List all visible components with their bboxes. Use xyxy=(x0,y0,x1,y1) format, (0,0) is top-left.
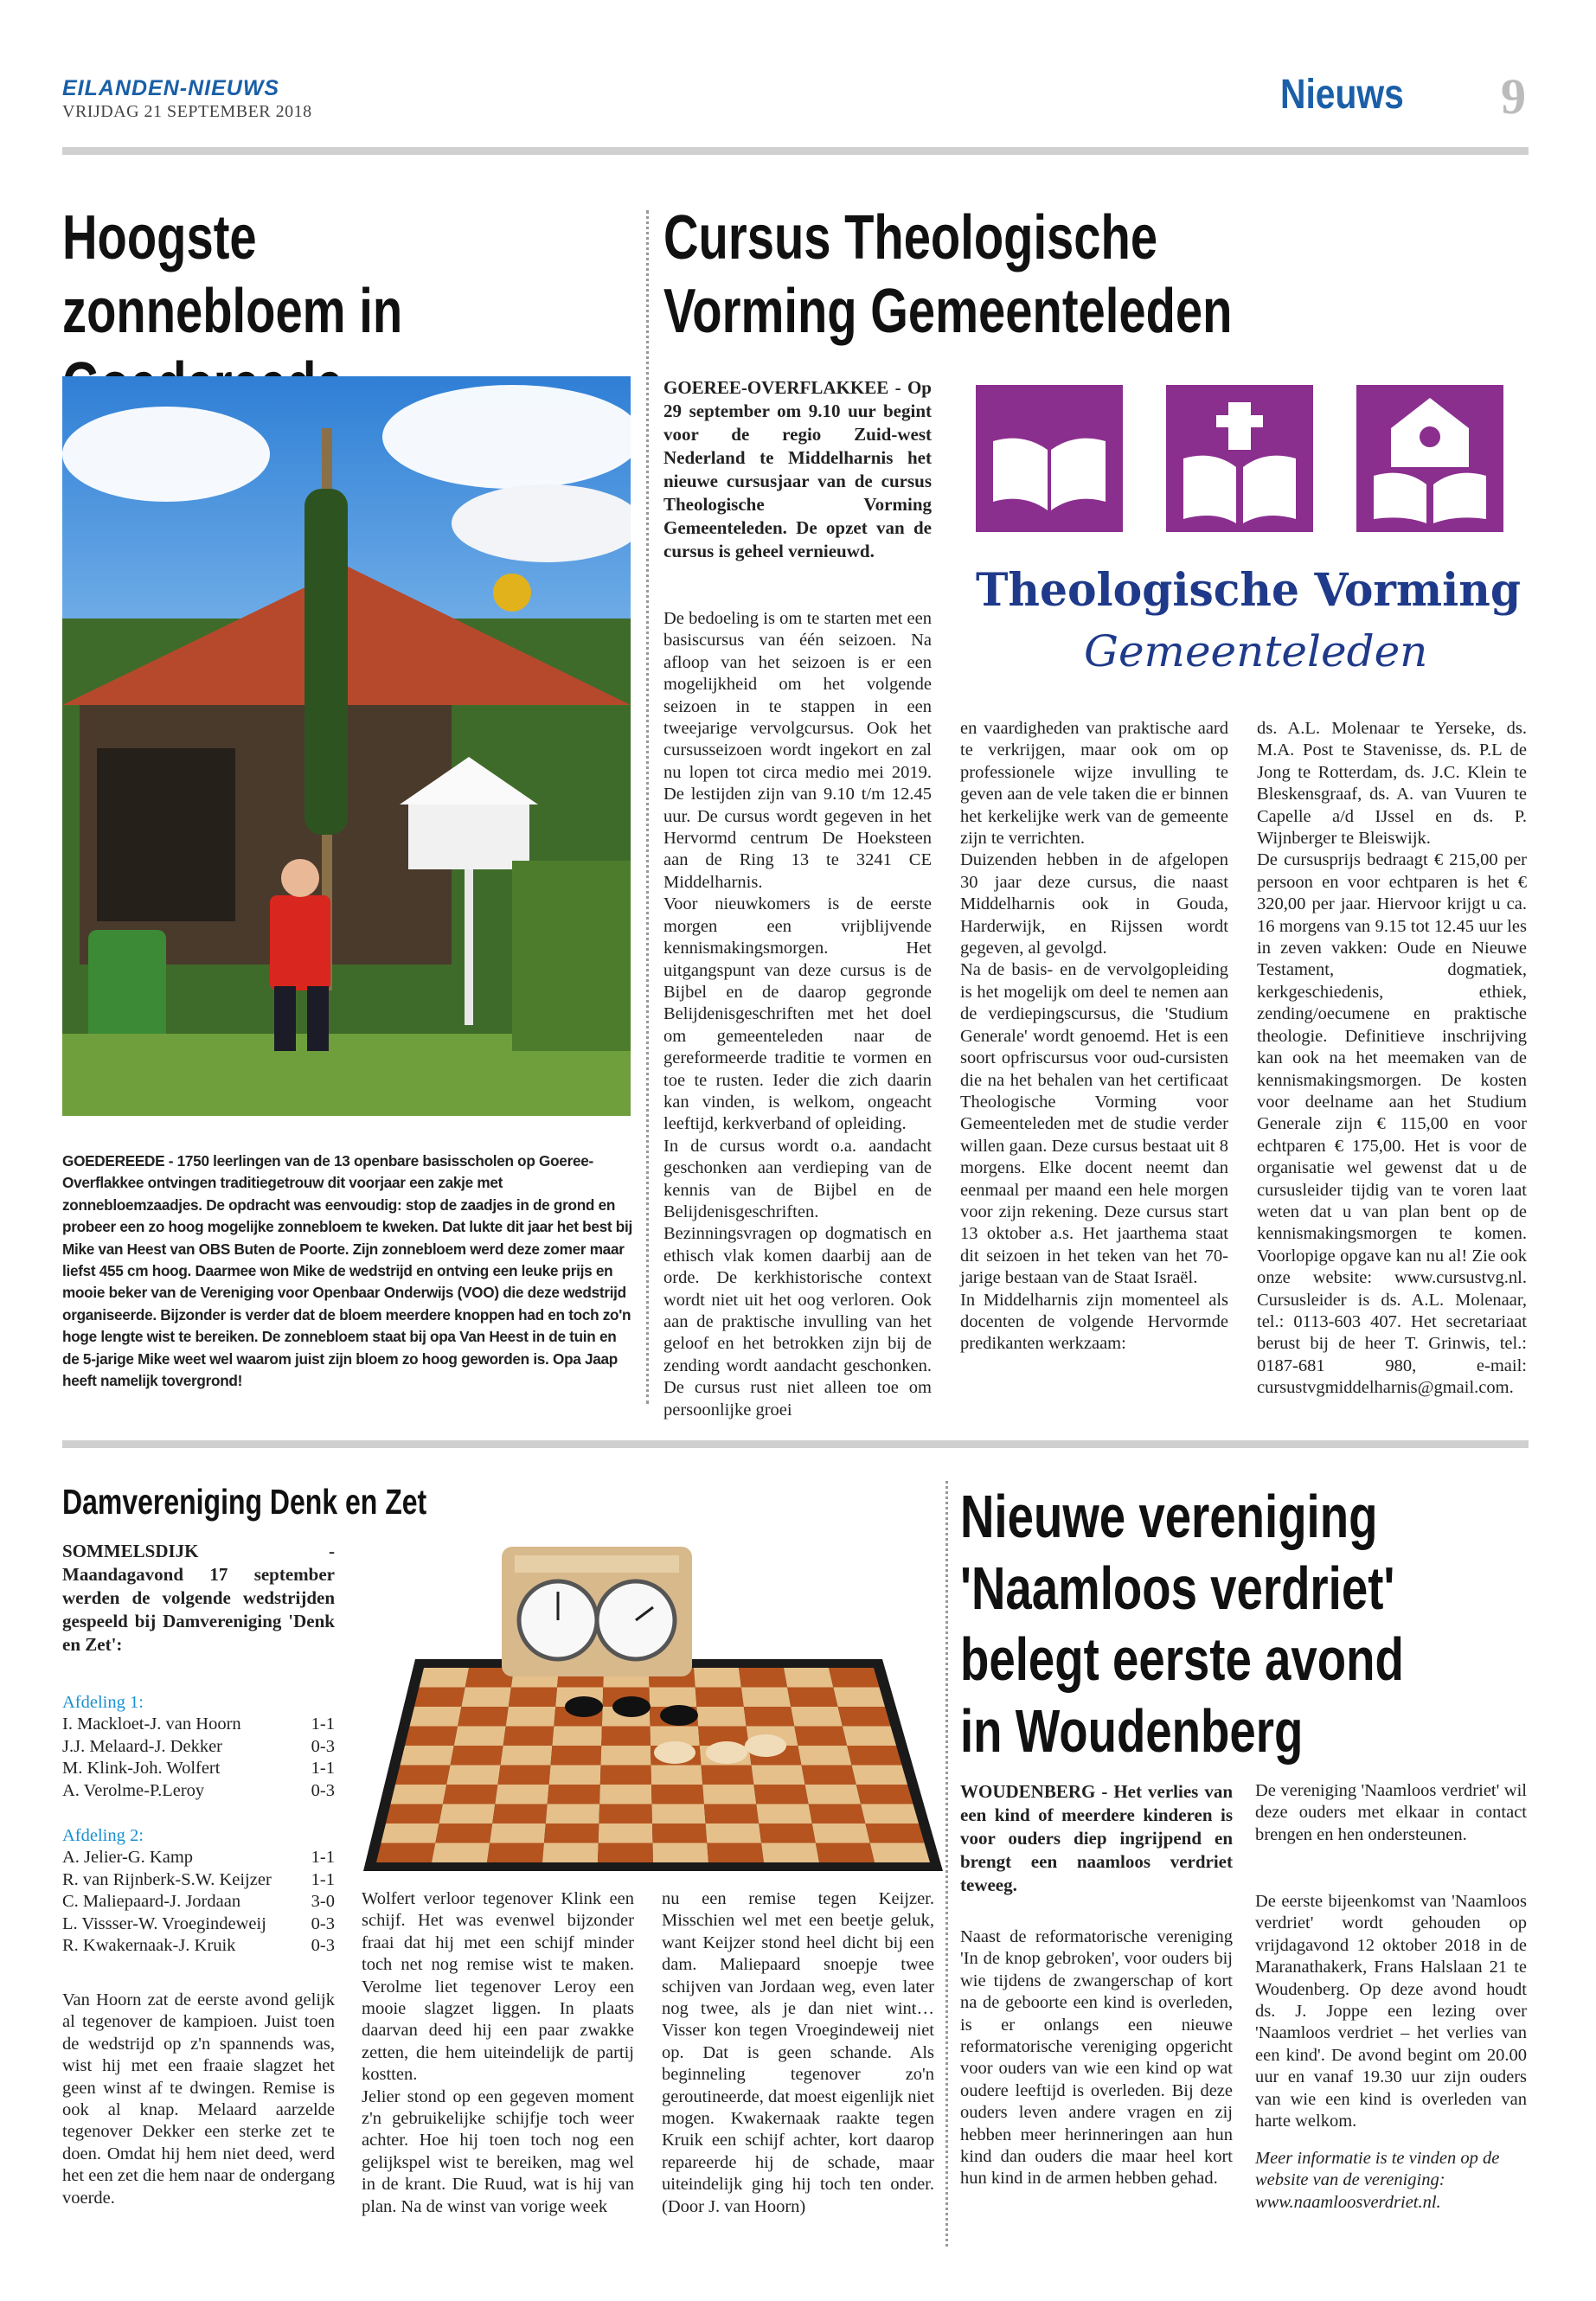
article2-column-3: ds. A.L. Molenaar te Yerseke, ds. M.A. Post te Stavenisse, ds. P.L de Jong te Rotterdam, ds. J.C. Klein te Bleskensgraaf, ds. A. van Vuuren te Capelle a/d IJssel en ds. P. Wijnberger te Bleiswijk. De cursusprijs bedraagt € 215,00 per persoon en voor echtparen is het € 320,00 per jaar. Hiervoor krijgt u ca. 16 morgens van 9.15 tot 12.45 uur les in zeven vakken: Oude en Nieuwe Testament, dogmatiek, kerkgeschiedenis, ethiek, zending/oecumene en praktische theologie. Definitieve inschrijving kan ook na het meemaken van de kennismakingsmorgen. De kosten voor deelname aan het Studium Generale zijn € 115,00 en voor echtparen € 175,00. Het is voor de organisatie wel gewenst dat u de cursusleider tijdig van te voren laat weten dat u van plan bent op de kennismakingsmorgen te komen. Voorlopige opgave kan nu al! Zie ook onze website: www.cursustvg.nl. Cursusleider is ds. A.L. Molenaar, tel.: 0113-603 407. Het secretariaat berust bij de heer T. Grinwis, tel.: 0187-681 980, e-mail: cursustvgmiddelharnis@gmail.com. xyxy=(1257,719,1527,1398)
article3-column-3: nu een remise tegen Keijzer. Misschien wel met een beetje geluk, want Keijzer stond heel dicht bij een dam. Maliepaard snoepje twee schijven van Jordaan weg, even later nog twee, als je dan niet wint… Visser kon tegen Vroegindeweij niet op. Dat is geen schande. Als beginneling tegenover zo'n geroutineerde, dat moest eigenlijk niet mogen. Kwakernaak raakte tegen Kruik een schijf achter, kort daarop repareerde hij de schade, maar uiteindelijk ging hij toch ten onder. (Door J. van Hoorn) xyxy=(662,1889,934,2216)
result-row: A. Verolme-P.Leroy 0-3 xyxy=(62,1780,335,1800)
article4-website-info: Meer informatie is te vinden op de website van de vereniging: www.naamloosverdriet.nl. xyxy=(1255,2149,1500,2212)
tvg-logo-line1: Theologische Vorming xyxy=(976,564,1521,617)
article3-column-2: Wolfert verloor tegenover Klink een schijf. Het was evenwel bijzonder fraai dat hij met een schijf minder toch net nog remise wist te maken. Verolme liet tegenover Leroy een mooie slagzet liggen. In plaats daarvan deed hij een paar zwakke zetten, die hem uiteindelijk de partij kostten. Jelier stond op een gegeven moment z'n gebruikelijke schijfje toch weer achter. Hoe hij toen toch nog een gelijkspel wist te bereiken, mag wel in de krant. Die Ruud, wat is hij van plan. Na de winst van vorige week xyxy=(362,1889,634,2216)
article4-column-2b: De eerste bijeenkomst van 'Naamloos verdriet' wordt gehouden op vrijdagavond 12 oktober 2018 in de Maranathakerk, Frans Halslaan 21 te Woudenberg. Op deze avond houdt ds. J. Joppe een lezing over 'Naamloos verdriet – het verlies van een kind'. De avond begint om 20.00 uur en vanaf 19.30 uur zijn ouders van wie een kind is overleden van harte welkom. xyxy=(1255,1892,1527,2131)
sunflower-photo xyxy=(62,376,631,1116)
result-row: A. Jelier-G. Kamp 1-1 xyxy=(62,1848,335,1867)
result-row: R. van Rijnberk-S.W. Keijzer 1-1 xyxy=(62,1869,335,1889)
article3-column-1: Van Hoorn zat de eerste avond gelijk al tegenover de kampioen. Juist toen de wedstrijd op z'n spannends was, wist hij met een fraaie slagzet het geen winst af te dwingen. Remise is ook al knap. Melaard aarzelde tegenover Dekker een sterke zet te doen. Omdat hij hem niet deed, werd het een zet die hem naar de ondergang voerde. xyxy=(62,1990,335,2208)
article2-headline: Cursus Theologische Vorming Gemeenteleden xyxy=(663,203,1233,346)
result-row: M. Klink-Joh. Wolfert 1-1 xyxy=(62,1759,335,1778)
article1-caption: GOEDEREEDE - 1750 leerlingen van de 13 openbare basisscholen op Goeree-Overflakkee ontvingen traditiegetrouw dit voorjaar een zakje met zonnebloemzaadjes. De opdracht was eenvoudig: stop de zaadjes in de grond en probeer een zo hoog mogelijke zonnebloem te kweken. Dat lukte dit jaar het best bij Mike van Heest van OBS Buten de Poorte. Zijn zonnebloem werd deze zomer maar liefst 455 cm hoog. Daarmee won Mike de wedstrijd en ontving een leuke prijs en mooie beker van de Vereniging voor Openbaar Onderwijs (VOO) die deze wedstrijd organiseerde. Bijzonder is verder dat de bloem meerdere knoppen had en toch zo'n hoge lengte wist te bereiken. De zonnebloem staat bij opa Van Heest in de tuin en de 5-jarige Mike weet wel waarom juist zijn bloem zo hoog geworden is. Opa Jaap heeft namelijk tovergrond! xyxy=(62,1152,632,1390)
newspaper-logo: EILANDEN-NIEUWS xyxy=(62,76,280,100)
result-row: C. Maliepaard-J. Jordaan 3-0 xyxy=(62,1892,335,1911)
article4-headline: Nieuwe vereniging 'Naamloos verdriet' belegt eerste avond in Woudenberg xyxy=(960,1483,1404,1765)
article4-column-2a: De vereniging 'Naamloos verdriet' wil deze ouders met elkaar in contact brengen en hen ondersteunen. xyxy=(1255,1781,1527,1844)
article2-column-1: De bedoeling is om te starten met een basiscursus van één seizoen. Na afloop van het seizoen is er een mogelijkheid om het volgende seizoen in te stappen in een tweejarige vervolgcursus. Ook het cursusseizoen wordt ingekort en zal nu lopen tot circa medio mei 2019. De lestijden zijn van 9.10 t/m 12.45 uur. De cursus wordt gegeven in het Hervormd centrum De Hoeksteen aan de Ring 13 te 3241 CE Middelharnis. Voor nieuwkomers is de eerste morgen een vrijblijvende kennismakingsmorgen. Het uitgangspunt van deze cursus is de Bijbel en de daarop gegronde Belijdenisgeschriften met het doel om gemeenteleden naar de gereformeerde traditie te vormen en toe te rusten. Ieder die zich daarin kan vinden, is welkom, ongeacht leeftijd, kerkverband of opleiding. In de cursus wordt o.a. aandacht geschonken aan verdieping van de kennis van de Bijbel en de Belijdenisgeschriften. Bezinningsvragen op dogmatisch en ethisch vlak komen daarbij aan de orde. De kerkhistorische context wordt niet uit het oog verloren. Ook aan de praktische invulling van het geloof en het betrokken zijn bij de zending wordt aandacht geschonken. De cursus rust niet alleen toe om persoonlijke groei xyxy=(663,609,932,1420)
column-divider xyxy=(646,210,649,1404)
article4-column-1: Naast de reformatorische vereniging 'In de knop gebroken', voor ouders bij wie tijdens de zwangerschap of kort na de geboorte een kind is overleden, is er onlangs een nieuwe reformatorische vereniging opgericht voor ouders van wie een kind op wat oudere leeftijd is overleden. Bij deze ouders leven andere vragen en zij hebben meer herinneringen aan hun kind dan ouders die maar heel kort hun kind in de armen hebben gehad. xyxy=(960,1927,1233,2189)
article2-column-2: en vaardigheden van praktische aard te verkrijgen, maar ook om op professionele wijze invulling te geven aan de vele taken die er binnen het kerkelijke werk van de gemeente zijn te verrichten. Duizenden hebben in de afgelopen 30 jaar deze cursus, die naast Middelharnis ook in Gouda, Harderwijk, en Rijssen wordt gegeven, al gevolgd. Na de basis- en de vervolgopleiding is het mogelijk om deel te nemen aan de verdiepingscursus, die 'Studium Generale' wordt genoemd. Het is een soort opfriscursus voor oud-cursisten die na het behalen van het certificaat Theologische Vorming voor Gemeenteleden met de studie verder willen gaan. Deze cursus bestaat uit 8 morgens. Elke docent neemt dan eenmaal per maand een hele morgen voor zijn rekening. Deze cursus start 13 oktober a.s. Het jaarthema staat dit seizoen in het teken van het 70-jarige bestaan van de Staat Israël. In Middelharnis zijn momenteel als docenten de volgende Hervormde predikanten werkzaam: xyxy=(960,719,1228,1354)
result-row: L. Vissser-W. Vroegindeweij 0-3 xyxy=(62,1913,335,1933)
tvg-logo xyxy=(971,381,1525,692)
section-title: Nieuws xyxy=(1280,72,1404,118)
issue-date: VRIJDAG 21 SEPTEMBER 2018 xyxy=(62,102,312,121)
result-row: R. Kwakernaak-J. Kruik 0-3 xyxy=(62,1936,335,1955)
column-divider xyxy=(945,1481,948,2247)
results-block xyxy=(62,1691,335,1958)
result-row: I. Mackloet-J. van Hoorn 1-1 xyxy=(62,1715,335,1734)
result-row: J.J. Melaard-J. Dekker 0-3 xyxy=(62,1736,335,1756)
article1-headline: Hoogste zonnebloem in xyxy=(62,203,403,346)
article4-lead: WOUDENBERG - Het verlies van een kind of meerdere kinderen is voor ouders diep ingrijpend en brengt een naamloos verdriet teweeg. xyxy=(960,1781,1233,1895)
top-divider xyxy=(62,147,1529,155)
article2-lead: GOEREE-OVERFLAKKEE - Op 29 september om 9.10 uur begint voor de regio Zuid-west Nederland te Middelharnis het nieuwe cursusjaar van de cursus Theologische Vorming Gemeenteleden. De opzet van de cursus is geheel vernieuwd. xyxy=(663,377,932,561)
article3-headline: Damvereniging Denk en Zet xyxy=(62,1482,427,1522)
page-number: 9 xyxy=(1501,68,1526,125)
article3-lead: SOMMELSDIJK - Maandagavond 17 september werden de volgende wedstrijden gespeeld bij Damvereniging 'Denk en Zet': xyxy=(62,1541,335,1655)
tvg-logo-line2: Gemeenteleden xyxy=(1084,626,1428,676)
group-label: Afdeling 2: xyxy=(62,1826,144,1845)
draughts-board-photo xyxy=(355,1538,952,1884)
group-label: Afdeling 1: xyxy=(62,1693,144,1712)
middle-divider xyxy=(62,1440,1529,1448)
